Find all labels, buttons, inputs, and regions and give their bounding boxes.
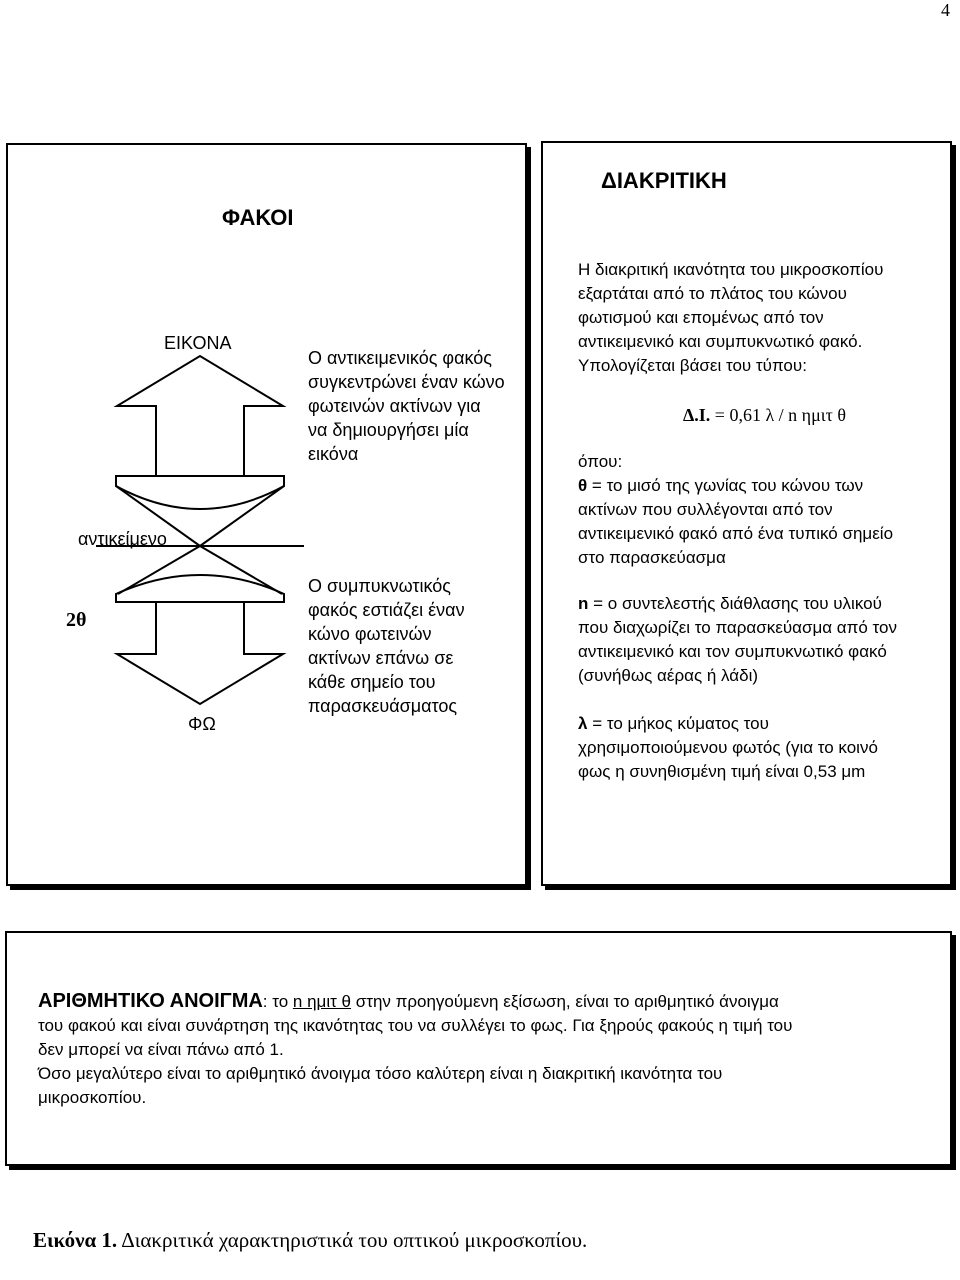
figure-caption-text: Διακριτικά χαρακτηριστικά του οπτικού μικροσκοπίου. <box>117 1228 588 1252</box>
n-text: = ο συντελεστής διάθλασης του υλικού που διαχωρίζει το παρασκεύασμα από τον αντικειμενικό και τον συμπυκνωτικό φακό (συνήθως αέρας ή λάδι) <box>578 594 897 685</box>
objective-description: Ο αντικειμενικός φακός συγκεντρώνει έναν κώνο φωτεινών ακτίνων για να δημιουργήσει μία εικόνα <box>308 348 505 464</box>
lambda-text: = το μήκος κύματος του χρησιμοποιούμενου φωτός (για το κοινό φως η συνηθισμένη τιμή είναι 0,53 μm <box>578 714 878 781</box>
resolution-title: ΔΙΑΚΡΙΤΙΚΗ <box>601 168 727 193</box>
object-label: αντικείμενο <box>78 529 167 549</box>
resolution-intro: Η διακριτική ικανότητα του μικροσκοπίου εξαρτάται από το πλάτος του κώνου φωτισμού και επομένως από τον αντικειμενικό και συμπυκνωτικό φακό. Υπολογίζεται βάσει του τύπου: <box>578 260 884 375</box>
condenser-lens-shape <box>116 575 284 602</box>
n-symbol: n <box>578 594 589 613</box>
lenses-title: ΦΑΚΟΙ <box>222 205 294 230</box>
light-label: ΦΩ <box>188 714 216 734</box>
image-arrow-shape <box>117 356 283 476</box>
theta-text: = το μισό της γωνίας του κώνου των ακτίνων που συλλέγονται από τον αντικειμενικό φακό από ένα τυπικό σημείο στο παρασκεύασμα <box>578 476 894 567</box>
lambda-symbol: λ <box>578 714 588 733</box>
light-arrow-shape <box>117 602 283 704</box>
where-label: όπου: <box>578 452 623 471</box>
figure-caption <box>33 1228 587 1253</box>
formula-symbol: Δ.Ι. <box>683 405 711 425</box>
cone-ray-right-upper <box>200 486 284 546</box>
page-number: 4 <box>941 0 950 20</box>
theta-definition <box>578 474 893 570</box>
condenser-description: Ο συμπυκνωτικός φακός εστιάζει έναν κώνο φωτεινών ακτίνων επάνω σε κάθε σημείο του παρασκευάσματος <box>308 576 465 716</box>
resolution-formula <box>683 403 846 427</box>
aperture-line1-b: στην προηγούμενη εξίσωση, είναι το αριθμητικό άνοιγμα <box>351 992 779 1011</box>
aperture-text <box>38 989 938 1110</box>
cone-ray-right-lower <box>200 546 282 594</box>
theta-symbol: θ <box>578 476 588 495</box>
image-label: ΕΙΚΟΝΑ <box>164 333 232 353</box>
cone-ray-left-lower <box>118 546 200 594</box>
aperture-body: του φακού και είναι συνάρτηση της ικανότητας του να συλλέγει το φως. Για ξηρούς φακούς η τιμή του δεν μπορεί να είναι πάνω από 1. Όσο μεγαλύτερο είναι το αριθμητικό άνοιγμα τόσο καλύτερη είναι η διακριτική ικανότητα του μικροσκοπίου. <box>38 1016 793 1107</box>
angle-label: 2θ <box>66 609 87 631</box>
figure-caption-label: Εικόνα 1. <box>33 1228 118 1252</box>
cone-ray-left-upper <box>116 486 200 546</box>
aperture-line1-a: : το <box>262 992 293 1011</box>
n-definition <box>578 592 897 688</box>
aperture-heading: ΑΡΙΘΜΗΤΙΚΟ ΑΝΟΙΓΜΑ <box>38 990 263 1012</box>
aperture-formula-underlined: n ημιτ θ <box>292 992 352 1011</box>
lambda-definition <box>578 712 878 784</box>
formula-expression: = 0,61 λ / n ημιτ θ <box>710 405 846 425</box>
